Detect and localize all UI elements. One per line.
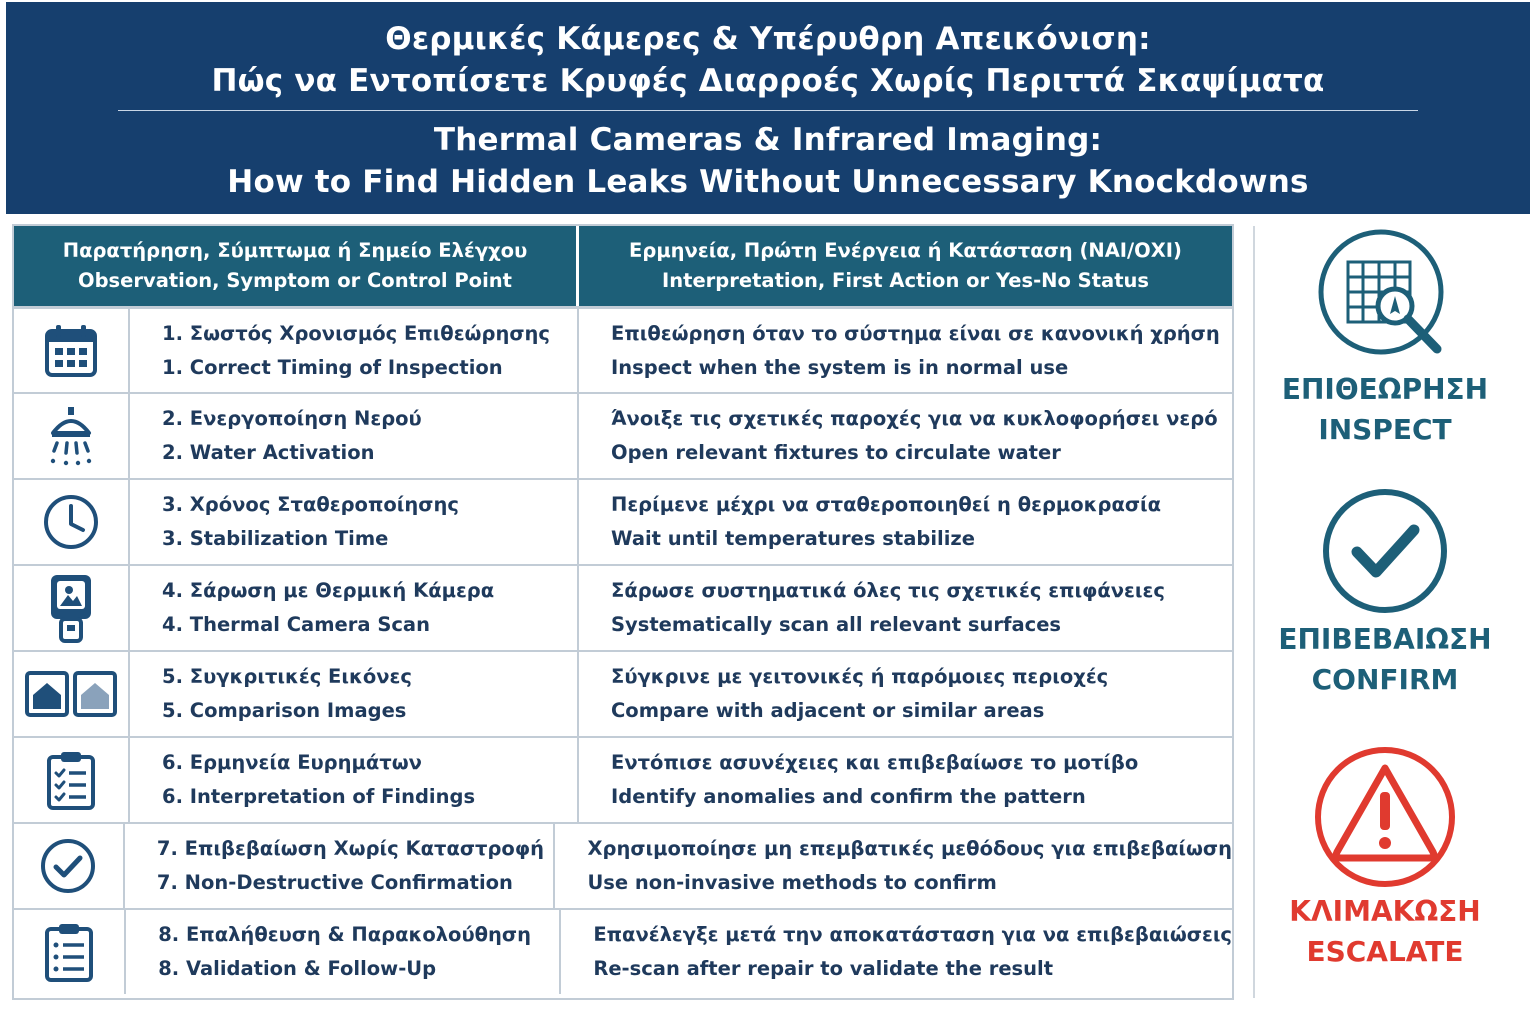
- confirm-label-english: CONFIRM: [1311, 663, 1459, 696]
- column-header-observation-english: Observation, Symptom or Control Point: [78, 269, 512, 292]
- interpretation-english: Re-scan after repair to validate the result: [593, 957, 1054, 980]
- interpretation-english: Wait until temperatures stabilize: [611, 527, 975, 550]
- column-header-interpretation-english: Interpretation, First Action or Yes-No Status: [661, 269, 1150, 292]
- observation-english: 3. Stabilization Time: [162, 527, 389, 550]
- checklist-icon: [46, 749, 96, 811]
- observation-greek: 8. Επαλήθευση & Παρακολούθηση: [158, 923, 531, 946]
- confirm-label-greek: ΕΠΙΒΕΒΑΙΩΣΗ: [1278, 623, 1492, 656]
- interpretation-greek: Σάρωσε συστηματικά όλες τις σχετικές επιφάνειες: [611, 579, 1165, 602]
- interpretation-greek: Επανέλεγξε μετά την αποκατάσταση για να επιβεβαιώσεις: [593, 923, 1232, 946]
- table-row: [14, 564, 1232, 650]
- observation-greek: 1. Σωστός Χρονισμός Επιθεώρησης: [162, 321, 550, 345]
- interpretation-greek: Άνοιξε τις σχετικές παροχές για να κυκλοφορήσει νερό: [611, 407, 1218, 430]
- check-circle-icon: [39, 837, 97, 895]
- warning-triangle-icon: [1310, 746, 1460, 888]
- interpretation-english: Compare with adjacent or similar areas: [611, 699, 1045, 722]
- interpretation-greek: Σύγκρινε με γειτονικές ή παρόμοιες περιοχές: [611, 665, 1109, 688]
- interpretation-english: Use non-invasive methods to confirm: [587, 871, 997, 894]
- table-header: [14, 226, 1232, 306]
- sidebar-divider: [1253, 226, 1255, 998]
- interpretation-greek: Εντόπισε ασυνέχειες και επιβεβαίωσε το μοτίβο: [611, 751, 1139, 774]
- interpretation-english: Inspect when the system is in normal use: [611, 355, 1069, 379]
- title-greek-line-1: Θερμικές Κάμερες & Υπέρυθρη Απεικόνιση:: [385, 21, 1151, 57]
- interpretation-greek: Επιθεώρηση όταν το σύστημα είναι σε κανονική χρήση: [611, 321, 1220, 345]
- clock-icon: [42, 493, 100, 551]
- escalate-label-greek: ΚΛΙΜΑΚΩΣΗ: [1289, 895, 1481, 928]
- page-header: [6, 2, 1530, 214]
- column-header-interpretation-greek: Ερμηνεία, Πρώτη Ενέργεια ή Κατάσταση (ΝΑΙ/ΟΧΙ): [629, 239, 1182, 262]
- table-row: [14, 908, 1232, 994]
- interpretation-greek: Περίμενε μέχρι να σταθεροποιηθεί η θερμοκρασία: [611, 493, 1162, 516]
- table-row: [14, 822, 1232, 908]
- title-greek-line-2: Πώς να Εντοπίσετε Κρυφές Διαρροές Χωρίς Περιττά Σκαψίματα: [211, 63, 1325, 99]
- calendar-icon: [43, 322, 99, 380]
- magnifier-grid-icon: [1315, 226, 1455, 366]
- observation-english: 4. Thermal Camera Scan: [162, 613, 430, 636]
- observation-greek: 3. Χρόνος Σταθεροποίησης: [162, 493, 459, 516]
- observation-english: 8. Validation & Follow-Up: [158, 957, 437, 980]
- interpretation-english: Systematically scan all relevant surfaces: [611, 613, 1062, 636]
- header-divider: [118, 110, 1418, 111]
- observation-greek: 7. Επιβεβαίωση Χωρίς Καταστροφή: [156, 837, 544, 860]
- thermal-camera-icon: [49, 573, 93, 643]
- inspection-table: [12, 224, 1234, 1000]
- check-circle-icon: [1320, 486, 1450, 616]
- clipboard-list-icon: [44, 921, 94, 983]
- inspect-badge: [1262, 226, 1508, 450]
- confirm-badge: [1262, 486, 1508, 700]
- table-row: [14, 478, 1232, 564]
- table-row: [14, 392, 1232, 478]
- inspect-label-english: INSPECT: [1318, 413, 1452, 446]
- observation-english: 6. Interpretation of Findings: [162, 785, 476, 808]
- interpretation-english: Identify anomalies and confirm the pattern: [611, 785, 1086, 808]
- inspect-label-greek: ΕΠΙΘΕΩΡΗΣΗ: [1281, 373, 1489, 406]
- interpretation-english: Open relevant fixtures to circulate water: [611, 441, 1061, 464]
- title-english-line-1: Thermal Cameras & Infrared Imaging:: [433, 122, 1103, 158]
- observation-english: 2. Water Activation: [162, 441, 375, 464]
- interpretation-greek: Χρησιμοποίησε μη επεμβατικές μεθόδους για επιβεβαίωση: [587, 837, 1232, 860]
- column-header-observation-greek: Παρατήρηση, Σύμπτωμα ή Σημείο Ελέγχου: [62, 239, 528, 262]
- table-row: [14, 650, 1232, 736]
- observation-english: 5. Comparison Images: [162, 699, 407, 722]
- observation-greek: 5. Συγκριτικές Εικόνες: [162, 665, 412, 688]
- escalate-badge: [1262, 746, 1508, 972]
- table-row: [14, 736, 1232, 822]
- column-header-observation: [14, 226, 579, 306]
- shower-icon: [49, 405, 93, 467]
- observation-english: 1. Correct Timing of Inspection: [162, 355, 503, 379]
- comparison-images-icon: [25, 671, 117, 717]
- column-header-interpretation: [579, 226, 1232, 306]
- table-row: [14, 306, 1232, 392]
- title-english-line-2: How to Find Hidden Leaks Without Unnecessary Knockdowns: [227, 164, 1309, 200]
- observation-greek: 6. Ερμηνεία Ευρημάτων: [162, 751, 422, 774]
- escalate-label-english: ESCALATE: [1306, 935, 1464, 968]
- observation-english: 7. Non-Destructive Confirmation: [156, 871, 513, 894]
- observation-greek: 2. Ενεργοποίηση Νερού: [162, 407, 422, 430]
- observation-greek: 4. Σάρωση με Θερμική Κάμερα: [162, 579, 495, 602]
